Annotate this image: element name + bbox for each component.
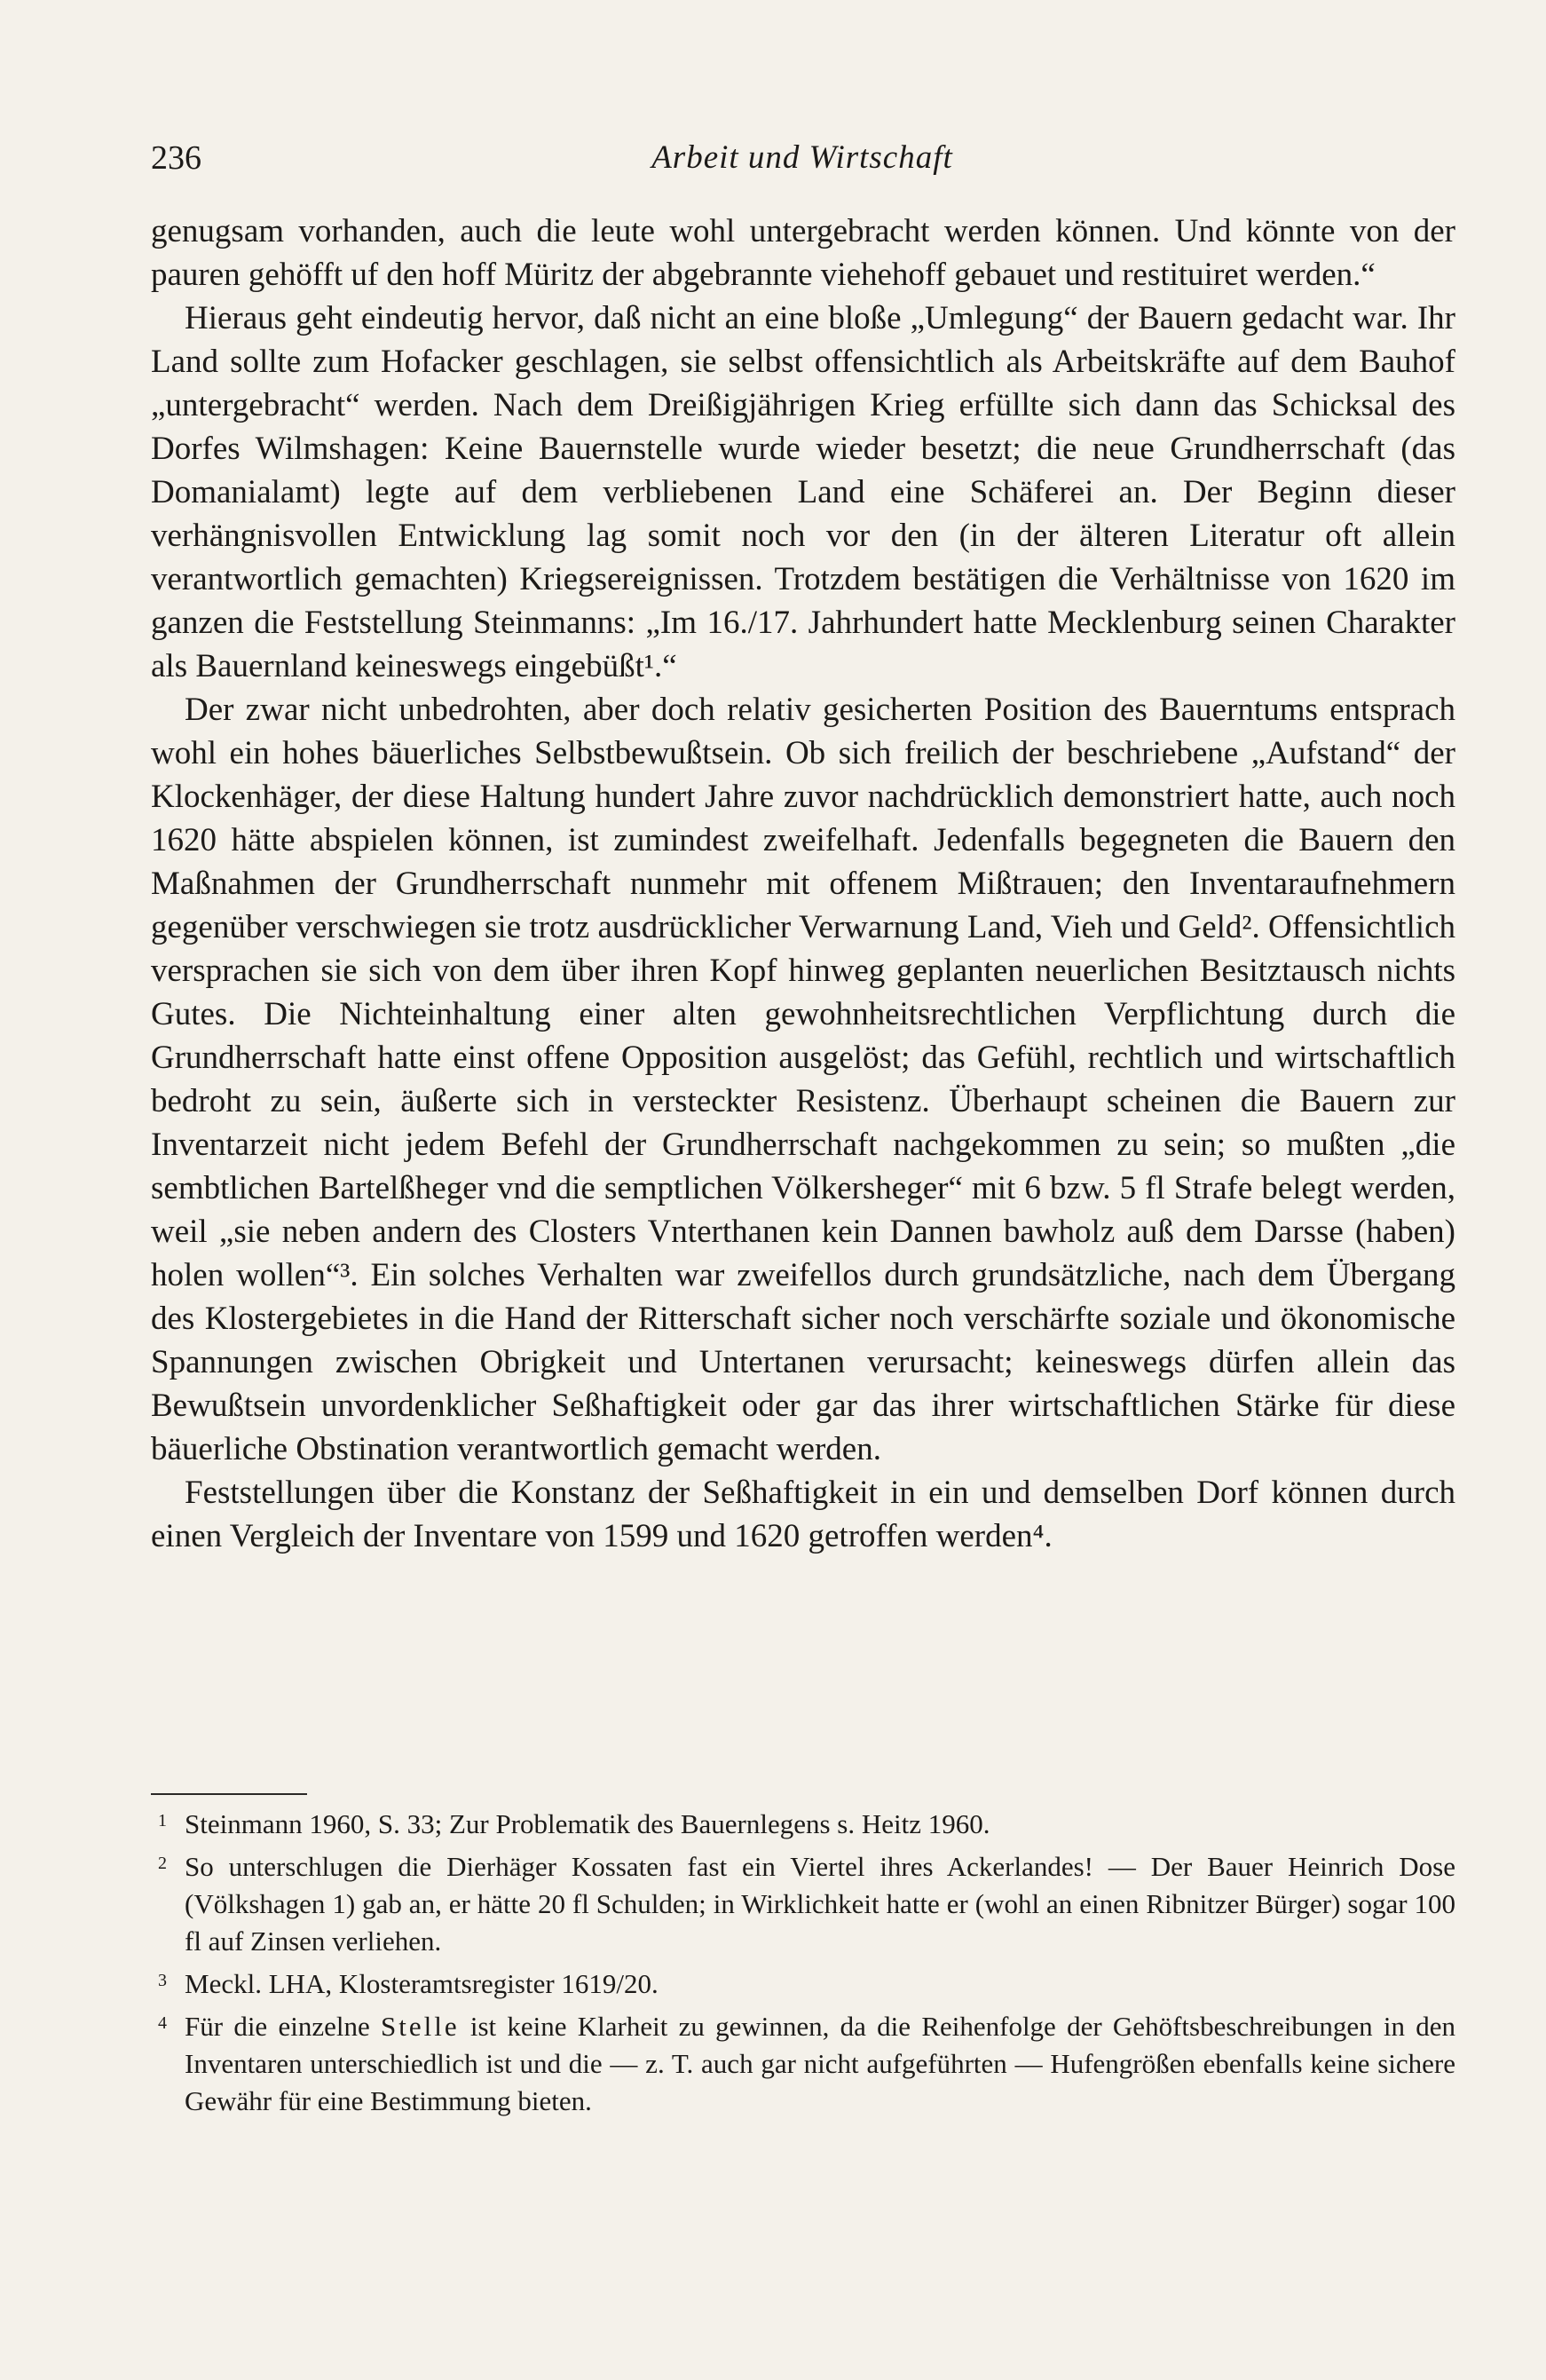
footnote-divider bbox=[151, 1793, 307, 1795]
running-title: Arbeit und Wirtschaft bbox=[651, 139, 953, 176]
footnote bbox=[151, 1806, 1455, 1843]
footnote-emphasis: Stelle bbox=[380, 2011, 460, 2042]
footnote-text: So unterschlugen die Dierhäger Kossaten fast ein Viertel ihres Ackerlandes! — Der Bauer Heinrich Dose (Völkshagen 1) gab an, er hätte 20 fl Schulden; in Wirklichkeit hatte er (wohl an einen Ribnitzer Bürger) sogar 100 fl auf Zinsen verliehen. bbox=[185, 1851, 1455, 1957]
page-number: 236 bbox=[151, 139, 201, 177]
footnote-text-end: ist keine Klarheit zu gewinnen, da die Reihenfolge der Gehöftsbeschreibungen in den Inventaren unterschiedlich ist und die — z. T. auch gar nicht aufgeführten — Hufengrößen ebenfalls keine sichere Gewähr für eine Bestimmung bieten. bbox=[185, 2011, 1455, 2116]
paragraph: Hieraus geht eindeutig hervor, daß nicht an eine bloße „Umlegung“ der Bauern gedacht war. Ihr Land sollte zum Hofacker geschlagen, sie selbst offensichtlich als Arbeitskräfte auf dem Bauhof „untergebracht“ werden. Nach dem Dreißigjährigen Krieg erfüllte sich dann das Schicksal des Dorfes Wilmshagen: Keine Bauernstelle wurde wieder besetzt; die neue Grundherrschaft (das Domanialamt) legte auf dem verbliebenen Land eine Schäferei an. Der Beginn dieser verhängnisvollen Entwicklung lag somit noch vor den (in der älteren Literatur oft allein verantwortlich gemachten) Kriegsereignissen. Trotzdem bestätigen die Verhältnisse von 1620 im ganzen die Feststellung Steinmanns: „Im 16./17. Jahrhundert hatte Mecklenburg seinen Charakter als Bauernland keineswegs eingebüßt¹.“ bbox=[151, 300, 1455, 684]
footnote-text: Meckl. LHA, Klosteramtsregister 1619/20. bbox=[185, 1968, 659, 1999]
footnote-number: 4 bbox=[158, 2013, 167, 2033]
paragraph: Der zwar nicht unbedrohten, aber doch relativ gesicherten Position des Bauerntums entsprach wohl ein hohes bäuerliches Selbstbewußtsein. Ob sich freilich der beschriebene „Aufstand“ der Klockenhäger, der diese Haltung hundert Jahre zuvor nachdrücklich demonstriert hatte, auch noch 1620 hätte abspielen können, ist zumindest zweifelhaft. Jedenfalls begegneten die Bauern den Maßnahmen der Grundherrschaft nunmehr mit offenem Mißtrauen; den Inventaraufnehmern gegenüber verschwiegen sie trotz ausdrücklicher Verwarnung Land, Vieh und Geld². Offensichtlich versprachen sie sich von dem über ihren Kopf hinweg geplanten neuerlichen Besitztausch nichts Gutes. Die Nichteinhaltung einer alten gewohnheitsrechtlichen Verpflichtung durch die Grundherrschaft hatte einst offene Opposition ausgelöst; das Gefühl, rechtlich und wirtschaftlich bedroht zu sein, äußerte sich in versteckter Resistenz. Überhaupt scheinen die Bauern zur Inventarzeit nicht jedem Befehl der Grundherrschaft nachgekommen zu sein; so mußten „die sembtlichen Bartelßheger vnd die semptlichen Völkersheger“ mit 6 bzw. 5 fl Strafe belegt werden, weil „sie neben andern des Closters Vnterthanen kein Dannen bawholz auß dem Darsse (haben) holen wollen“³. Ein solches Verhalten war zweifellos durch grundsätzliche, nach dem Übergang des Klostergebietes in die Hand der Ritterschaft sicher noch verschärfte soziale und ökonomische Spannungen zwischen Obrigkeit und Untertanen verursacht; keineswegs dürfen allein das Bewußtsein unvordenklicher Seßhaftigkeit oder gar das ihrer wirtschaftlichen Stärke für diese bäuerliche Obstination verantwortlich gemacht werden. bbox=[151, 692, 1455, 1467]
main-text bbox=[151, 210, 1455, 1558]
footnote bbox=[151, 1965, 1455, 2003]
footnote-number: 2 bbox=[158, 1854, 167, 1873]
running-head bbox=[151, 131, 1454, 185]
paragraph: Feststellungen über die Konstanz der Seßhaftigkeit in ein und demselben Dorf können durch einen Vergleich der Inventare von 1599 und 1620 getroffen werden⁴. bbox=[151, 1475, 1455, 1554]
footnote bbox=[151, 2008, 1455, 2120]
footnote-text-start: Für die einzelne bbox=[185, 2011, 381, 2042]
footnote-text: Steinmann 1960, S. 33; Zur Problematik des Bauernlegens s. Heitz 1960. bbox=[185, 1808, 990, 1839]
footnote-number: 3 bbox=[158, 1971, 167, 1990]
footnote bbox=[151, 1848, 1455, 1960]
footnotes bbox=[151, 1806, 1455, 2125]
footnote-number: 1 bbox=[158, 1811, 167, 1830]
footnote-text bbox=[185, 2008, 1455, 2120]
paragraph-continuation: genugsam vorhanden, auch die leute wohl untergebracht werden können. Und könnte von der pauren gehöfft uf den hoff Müritz der abgebrannte viehehoff gebauet und restituiret werden.“ bbox=[151, 213, 1455, 293]
